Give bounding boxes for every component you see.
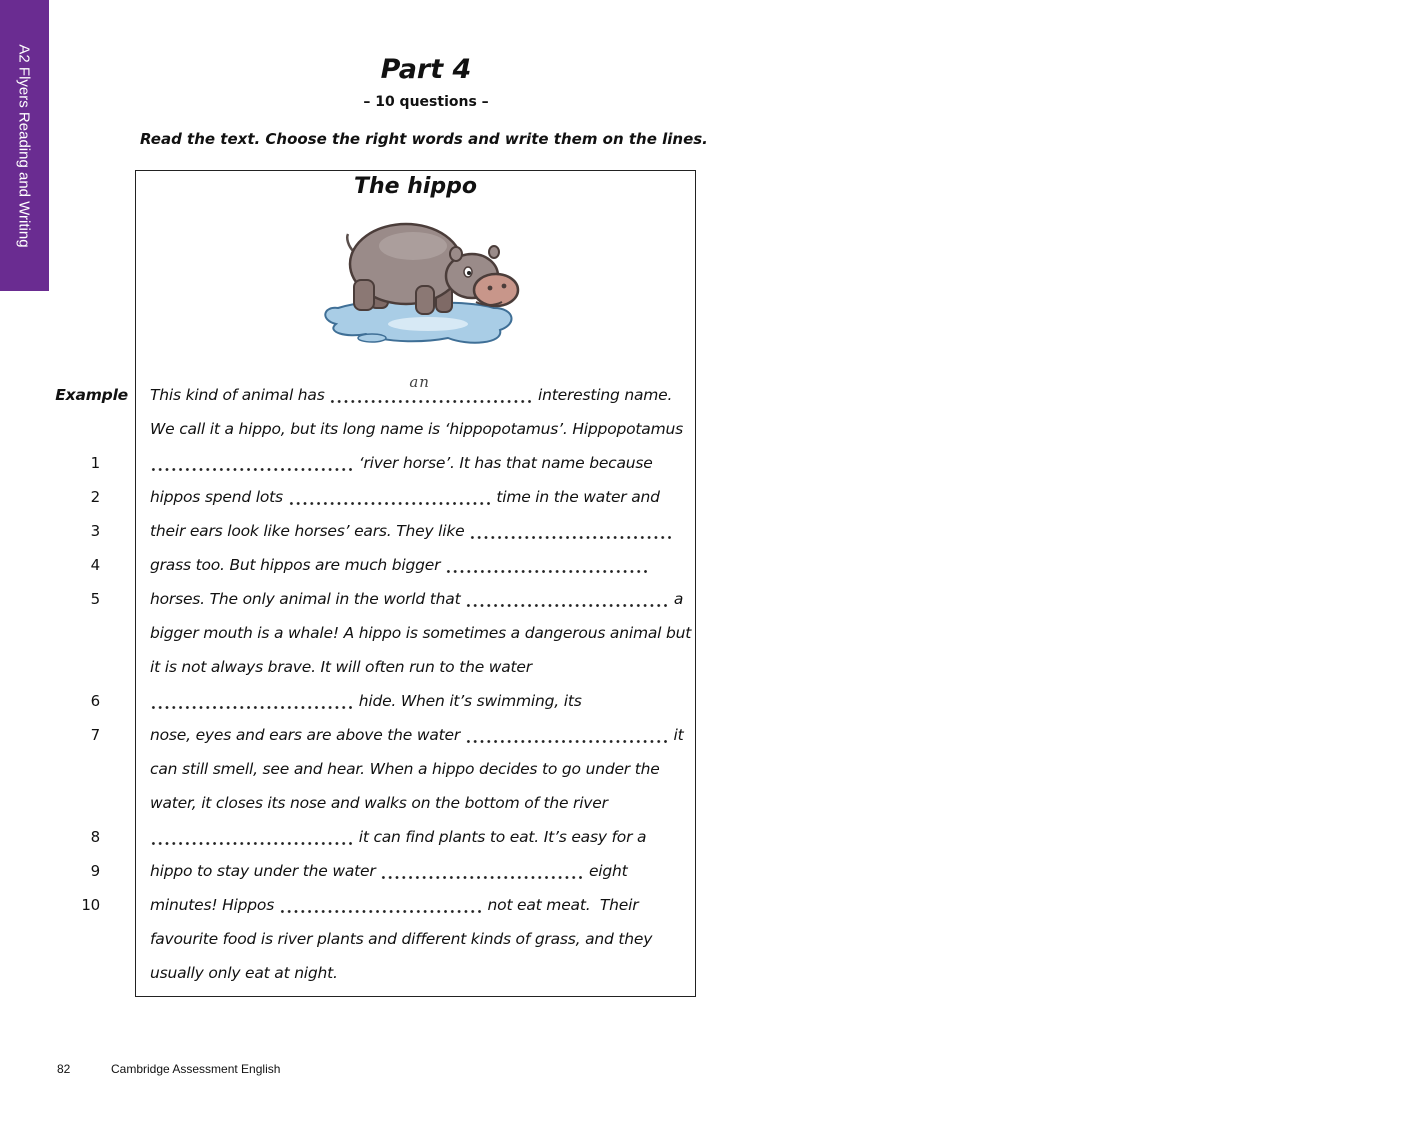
question-number: 8 [90, 828, 100, 846]
passage-line [90, 582, 698, 616]
passage-text: can still smell, see and hear. When a hippo decides to go under the [150, 760, 660, 778]
passage-text: minutes! Hippos [150, 896, 279, 914]
passage-text: hippo to stay under the water [150, 862, 381, 880]
answer-line[interactable] [150, 684, 354, 718]
side-tab [0, 0, 49, 291]
answer-line[interactable] [150, 446, 354, 480]
passage-text: bigger mouth is a whale! A hippo is sometimes a dangerous animal but [150, 624, 692, 642]
part-subtitle: – 10 questions – [363, 94, 489, 110]
text-title: The hippo [353, 174, 478, 199]
passage-text: eight [584, 862, 628, 880]
passage-text: not eat meat. Their [482, 896, 639, 914]
passage-text: water, it closes its nose and walks on the bottom of the river [150, 794, 608, 812]
passage-text: it is not always brave. It will often run to the water [150, 658, 532, 676]
question-number: 9 [90, 862, 100, 880]
question-number: 3 [90, 522, 100, 540]
passage-text: interesting name. [533, 386, 673, 404]
passage-line [90, 820, 698, 854]
answer-line[interactable] [469, 514, 673, 548]
question-number: 1 [90, 454, 100, 472]
passage-line [150, 412, 698, 446]
answer-line[interactable] [465, 718, 669, 752]
passage-text: favourite food is river plants and different kinds of grass, and they [150, 930, 653, 948]
answer-line[interactable] [150, 820, 354, 854]
passage-line [90, 548, 698, 582]
side-tab-label: A2 Flyers Reading and Writing [15, 44, 33, 248]
passage-line [90, 854, 698, 888]
passage-line [90, 684, 698, 718]
passage-line [90, 446, 698, 480]
passage-line [90, 480, 698, 514]
passage-text: it can find plants to eat. It’s easy for a [354, 828, 647, 846]
question-number: 4 [90, 556, 100, 574]
instruction: Read the text. Choose the right words and write them on the lines. [140, 130, 708, 148]
passage-text: ‘river horse’. It has that name because [354, 454, 653, 472]
passage-text: We call it a hippo, but its long name is ‘hippopotamus’. Hippopotamus [150, 420, 683, 438]
question-number: 2 [90, 488, 100, 506]
passage-text: hide. When it’s swimming, its [354, 692, 582, 710]
passage-line [90, 718, 698, 752]
passage-text: grass too. But hippos are much bigger [150, 556, 446, 574]
page-number: 82 [57, 1062, 71, 1076]
passage-line [150, 616, 698, 650]
passage-text: hippos spend lots [150, 488, 288, 506]
passage-text: their ears look like horses’ ears. They like [150, 522, 470, 540]
passage-text: nose, eyes and ears are above the water [150, 726, 465, 744]
passage-line [150, 752, 698, 786]
example-answer: an [409, 373, 430, 391]
passage-text: time in the water and [491, 488, 660, 506]
passage-text: horses. The only animal in the world that [150, 590, 466, 608]
question-number: 10 [81, 896, 100, 914]
question-number: 5 [90, 590, 100, 608]
passage-line [150, 650, 698, 684]
passage-line [81, 888, 698, 922]
passage-line [90, 514, 698, 548]
answer-line[interactable] [380, 854, 584, 888]
question-number: 6 [90, 692, 100, 710]
passage-text: usually only eat at night. [150, 964, 338, 982]
passage-text: This kind of animal has [150, 386, 330, 404]
passage-text: a [669, 590, 684, 608]
passage-line [150, 786, 698, 820]
passage-line [150, 956, 698, 990]
footer-organisation: Cambridge Assessment English [111, 1062, 281, 1076]
passage-line [150, 922, 698, 956]
answer-line[interactable] [288, 480, 492, 514]
passage [55, 373, 698, 990]
example-answer-line [329, 373, 533, 412]
question-number: 7 [90, 726, 100, 744]
answer-line[interactable] [465, 582, 669, 616]
answer-line[interactable] [279, 888, 483, 922]
part-title: Part 4 [380, 54, 472, 85]
passage-text: it [668, 726, 684, 744]
example-label: Example [55, 386, 128, 404]
passage-line [55, 373, 698, 412]
answer-line[interactable] [445, 548, 649, 582]
hippo-illustration [318, 216, 524, 352]
